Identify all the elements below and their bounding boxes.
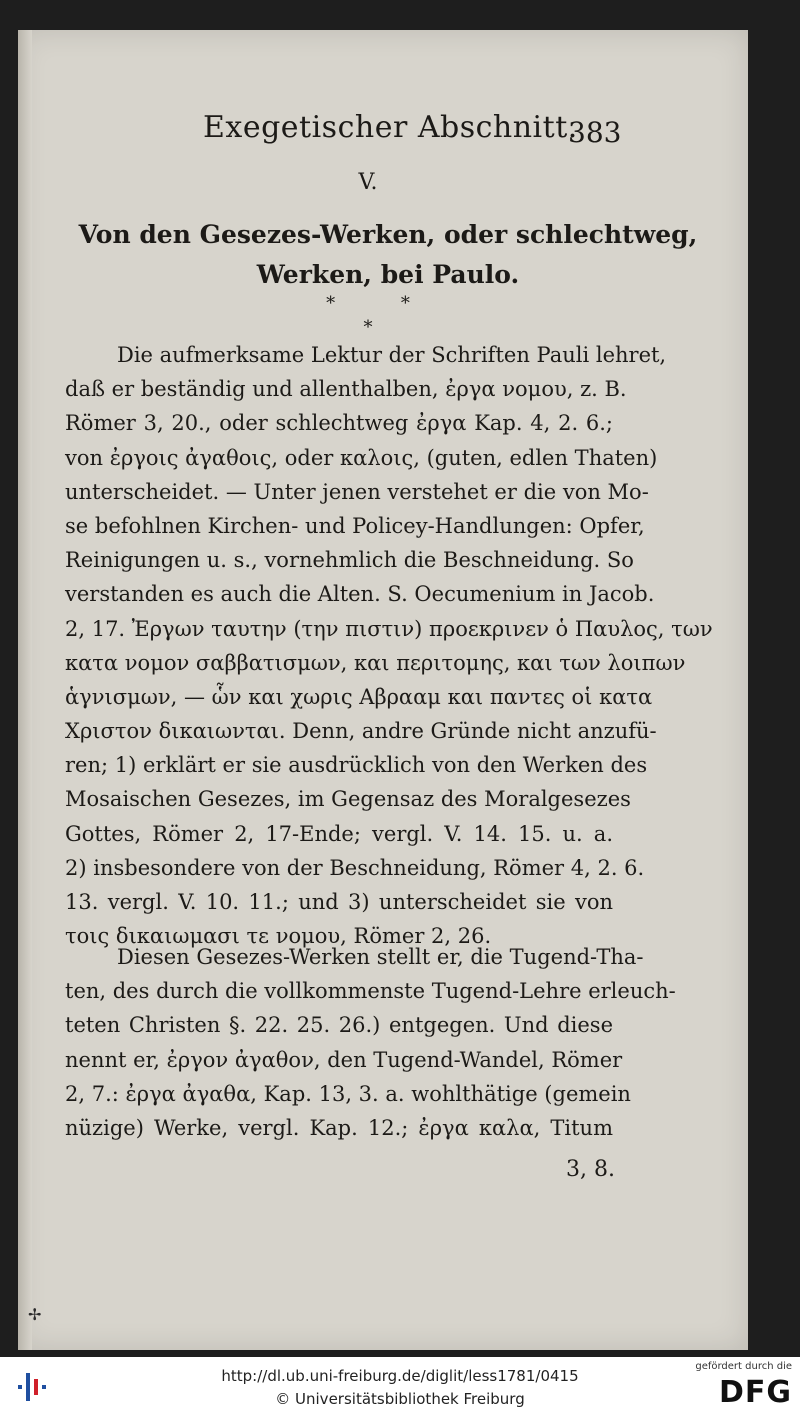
running-head: Exegetischer Abschnitt.: [203, 110, 578, 145]
text-line: nüzige) Werke, vergl. Kap. 12.; ἐργα καλα, Titum: [65, 1115, 613, 1140]
dfg-logo: DFG: [718, 1375, 792, 1410]
page-number: 383: [568, 116, 622, 149]
copyright-notice: © Universitätsbibliothek Freiburg: [275, 1390, 525, 1408]
text-line: 2, 17. Ἐργων ταυτην (την πιστιν) προεκρινεν ὁ Παυλος, των: [65, 616, 713, 641]
text-line: τοις δικαιωμασι τε νομου, Römer 2, 26.: [65, 924, 492, 949]
text-line: Diesen Gesezes-Werken stellt er, die Tugend-Tha-: [117, 945, 644, 969]
asterism-ornament: [18, 292, 718, 340]
text-line: 2, 7.: ἐργα ἀγαθα, Kap. 13, 3. a. wohlthätige (gemein: [65, 1081, 631, 1106]
text-line: Mosaischen Gesezes, im Gegensaz des Moralgesezes: [65, 787, 631, 812]
text-line: Reinigungen u. s., vornehmlich die Beschneidung. So: [65, 548, 634, 573]
dfg-funding-badge: [682, 1361, 792, 1413]
text-line: Römer 3, 20., oder schlechtweg ἐργα Kap. 4, 2. 6.;: [65, 411, 613, 436]
paragraph-1: [65, 338, 713, 953]
document-url[interactable]: http://dl.ub.uni-freiburg.de/diglit/less1781/0415: [221, 1367, 579, 1385]
margin-mark-icon: ✢: [28, 1305, 42, 1324]
section-title-line-1: Von den Gesezes-Werken, oder schlechtweg,: [78, 220, 698, 249]
asterisk-glyph: *: [326, 293, 336, 314]
dfg-caption: gefördert durch die: [695, 1361, 792, 1372]
text-line: ἁγνισμων, — ὧν και χωρις Αβρααμ και παντες οἱ κατα: [65, 684, 653, 709]
text-line: teten Christen §. 22. 25. 26.) entgegen. Und diese: [65, 1013, 613, 1038]
section-title-line-2: Werken, bei Paulo.: [256, 260, 520, 289]
text-line: se befohlnen Kirchen- und Policey-Handlungen: Opfer,: [65, 513, 645, 538]
text-line: ten, des durch die vollkommenste Tugend-Lehre erleuch-: [65, 979, 676, 1004]
text-line: ren; 1) erklärt er sie ausdrücklich von den Werken des: [65, 753, 648, 778]
asterisk-glyph: *: [400, 293, 410, 314]
section-title: [78, 215, 698, 295]
asterisk-glyph: *: [363, 317, 373, 338]
text-line: nennt er, ἐργον ἀγαθον, den Tugend-Wandel, Römer: [65, 1047, 623, 1072]
text-line: Die aufmerksame Lektur der Schriften Pauli lehret,: [117, 343, 667, 367]
text-line: κατα νομον σαββατισμων, και περιτομης, και των λοιπων: [65, 650, 686, 675]
text-line: Χριστον δικαιωνται. Denn, andre Gründe nicht anzufü-: [65, 719, 657, 744]
text-line: verstanden es auch die Alten. S. Oecumenium in Jacob.: [65, 582, 655, 607]
section-number: V.: [358, 170, 378, 195]
text-line: Gottes, Römer 2, 17-Ende; vergl. V. 14. 15. u. a.: [65, 821, 613, 846]
page-header: [18, 110, 748, 160]
text-line: 2) insbesondere von der Beschneidung, Römer 4, 2. 6.: [65, 855, 645, 880]
text-line: von ἐργοις ἀγαθοις, oder καλοις, (guten, edlen Thaten): [65, 445, 658, 470]
page-spine-shadow: [18, 30, 32, 1350]
text-line: 13. vergl. V. 10. 11.; und 3) unterscheidet sie von: [65, 890, 613, 914]
catchword: 3, 8.: [566, 1157, 615, 1182]
text-line: unterscheidet. — Unter jenen verstehet er die von Mo-: [65, 479, 649, 504]
viewer-footer: [0, 1357, 800, 1415]
paragraph-2: [65, 940, 676, 1145]
text-line: daß er beständig und allenthalben, ἐργα νομου, z. B.: [65, 377, 627, 402]
scanned-page: [18, 30, 748, 1350]
